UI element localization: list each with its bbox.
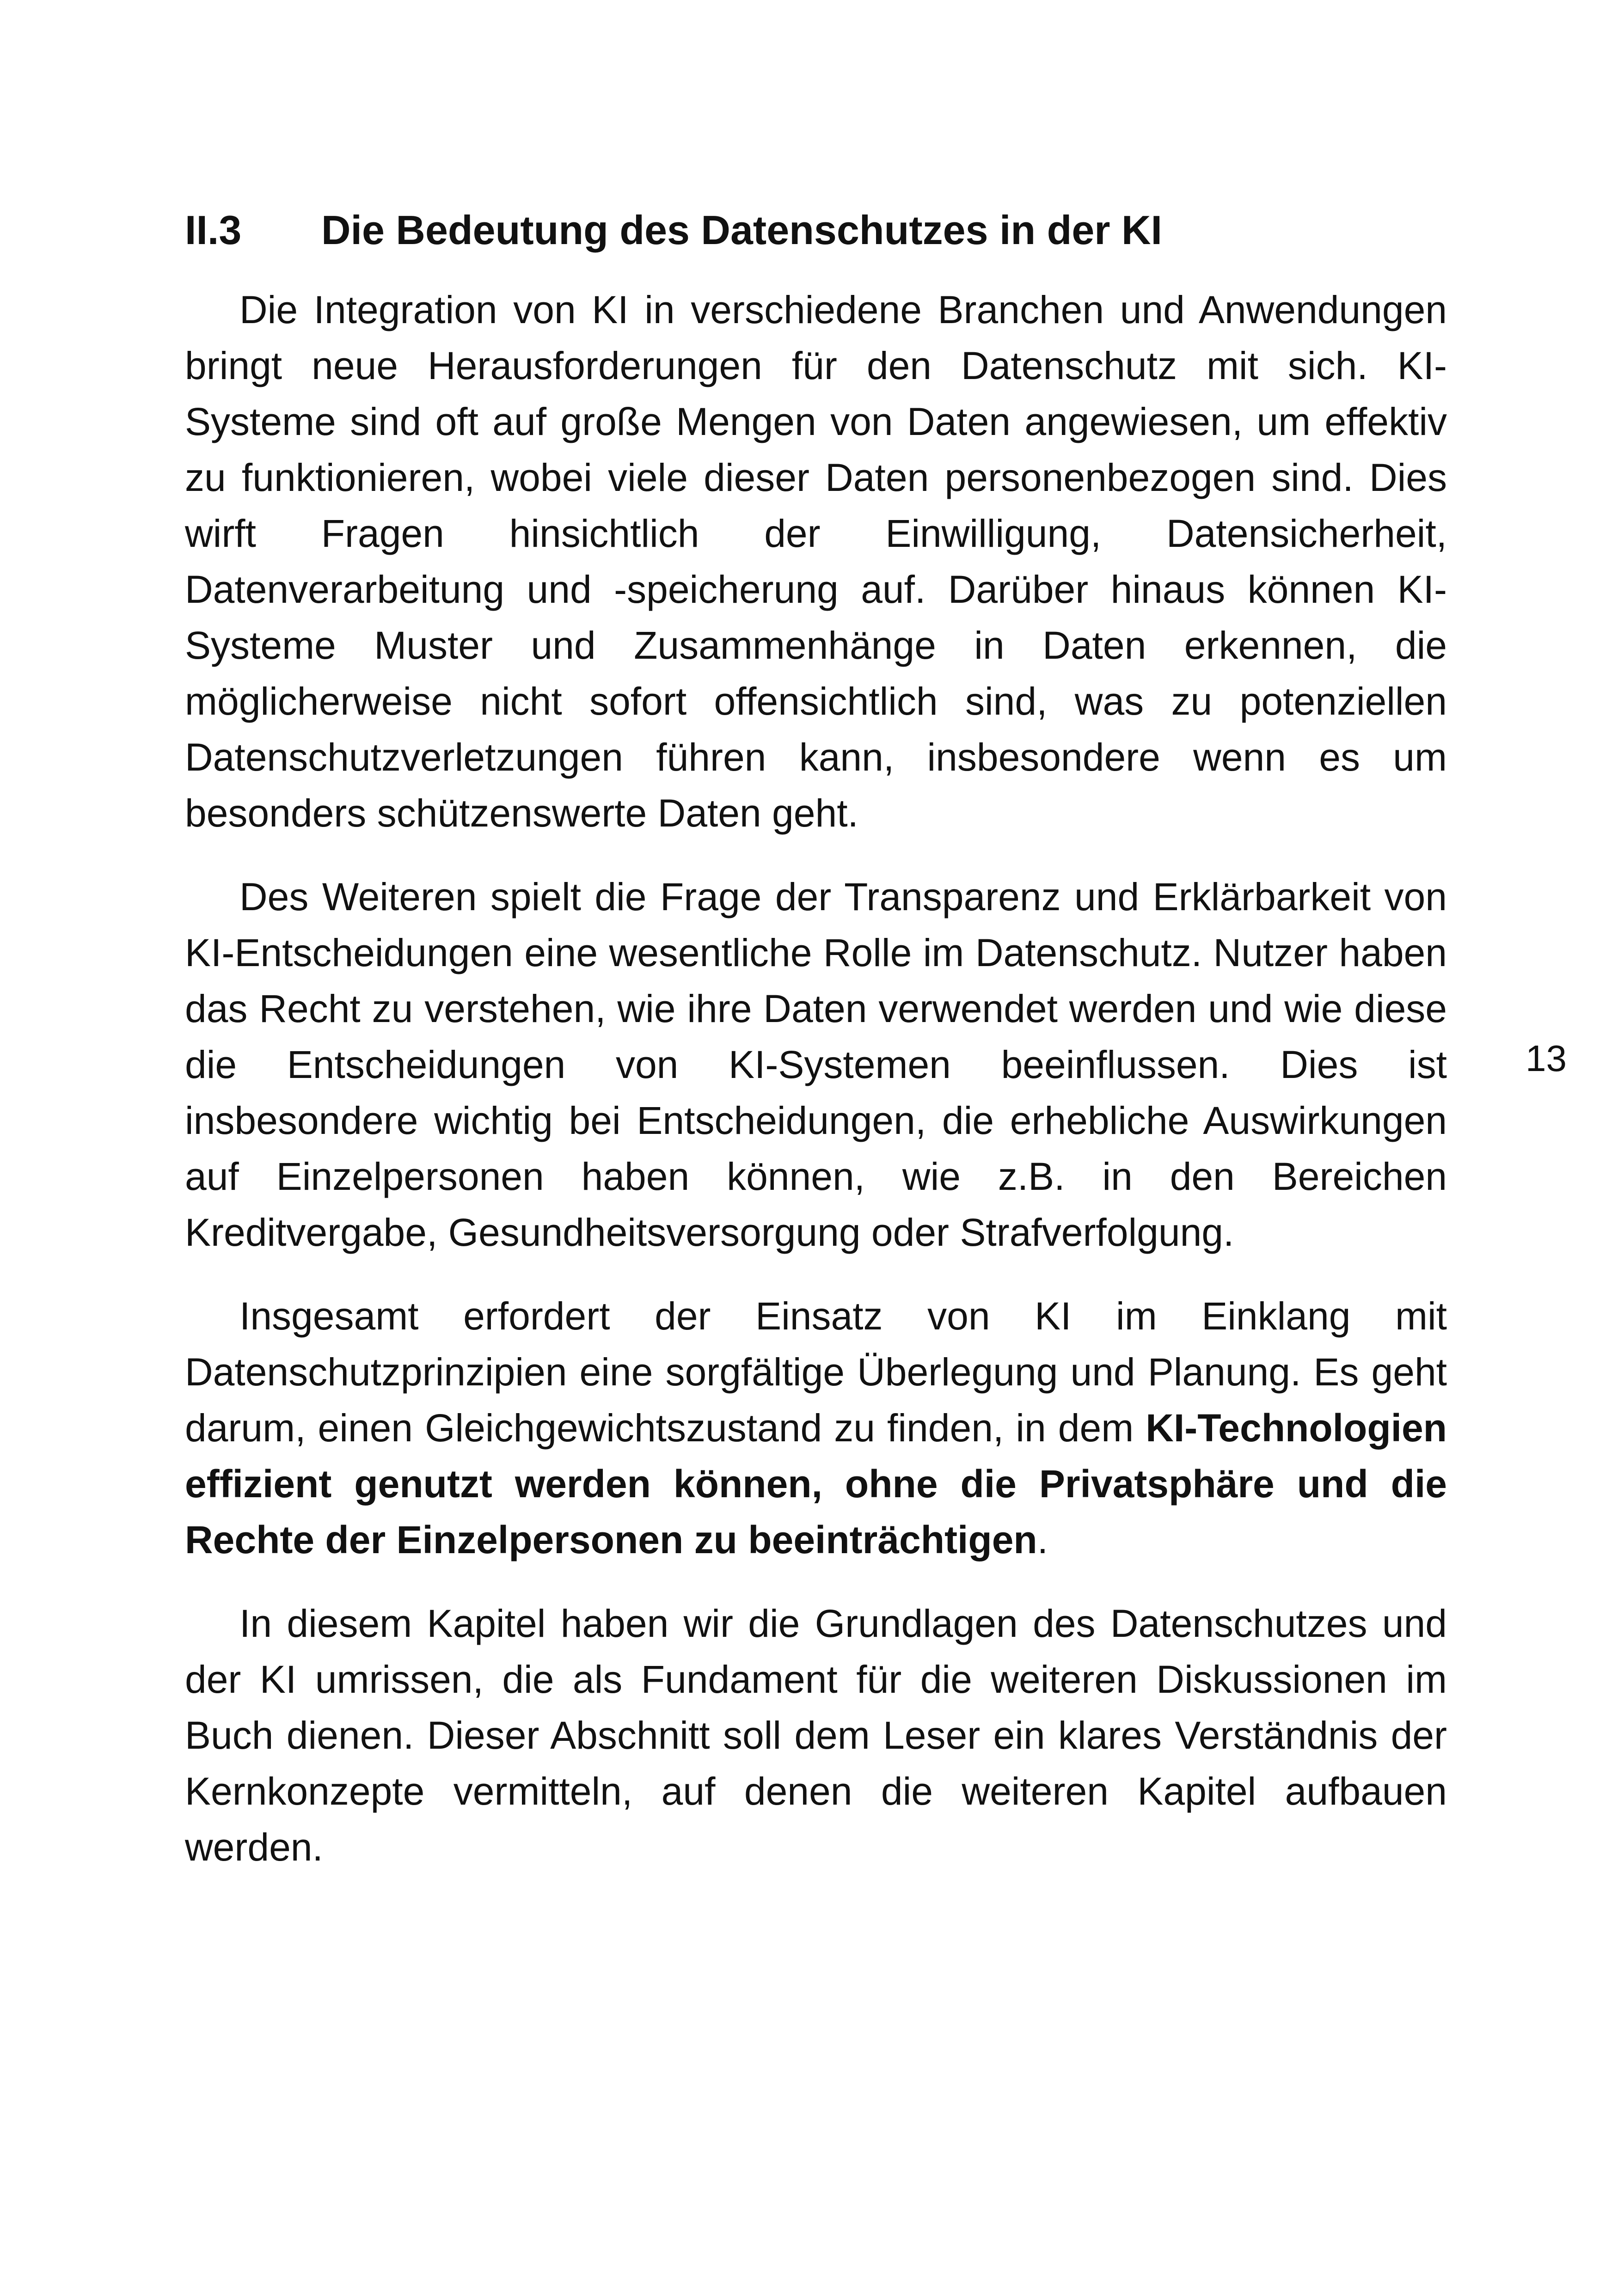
paragraph-4: In diesem Kapitel haben wir die Grundlagen des Datenschutzes und der KI umrissen, die als Fundament für die weiteren Diskussionen im Buch dienen. Dieser Abschnitt soll dem Leser ein klares Verständnis der Kernkonzepte vermitteln, auf denen die weiteren Kapitel aufbauen werden.: [185, 1602, 1447, 1869]
section-title: Die Bedeutung des Datenschutzes in der KI: [321, 207, 1162, 253]
paragraph-3-text-after: .: [1037, 1518, 1048, 1561]
paragraph-3: [185, 1288, 1447, 1568]
paragraph-3-emphasis: KI-Technologien effizient genutzt werden können, ohne die Privatsphäre und die Rechte der Einzelpersonen zu beeinträchtigen: [185, 1406, 1447, 1561]
section-heading: [185, 202, 1461, 258]
paragraph-1: Die Integration von KI in verschiedene Branchen und Anwendungen bringt neue Herausforderungen für den Datenschutz mit sich. KI-Systeme sind oft auf große Mengen von Daten angewiesen, um effektiv zu funktionieren, wobei viele dieser Daten personenbezogen sind. Dies wirft Fragen hinsichtlich der Einwilligung, Datensicherheit, Datenverarbeitung und -speicherung auf. Darüber hinaus können KI-Systeme Muster und Zusammenhänge in Daten erkennen, die möglicherweise nicht sofort offensichtlich sind, was zu potenziellen Datenschutzverletzungen führen kann, insbesondere wenn es um besonders schützenswerte Daten geht.: [185, 288, 1447, 835]
page-number: 13: [1526, 1038, 1567, 1079]
body-text: [185, 282, 1447, 1903]
paragraph-2: Des Weiteren spielt die Frage der Transparenz und Erklärbarkeit von KI-Entscheidungen eine wesentliche Rolle im Datenschutz. Nutzer haben das Recht zu verstehen, wie ihre Daten verwendet werden und wie diese die Entscheidungen von KI-Systemen beeinflussen. Dies ist insbesondere wichtig bei Entscheidungen, die erhebliche Auswirkungen auf Einzelpersonen haben können, wie z.B. in den Bereichen Kreditvergabe, Gesundheitsversorgung oder Strafverfolgung.: [185, 875, 1447, 1254]
paragraph-3-text-before: Insgesamt erfordert der Einsatz von KI im Einklang mit Datenschutzprinzipien eine sorgfältige Überlegung und Planung. Es geht darum, einen Gleichgewichtszustand zu finden, in dem: [185, 1294, 1447, 1450]
section-number: II.3: [185, 207, 242, 253]
